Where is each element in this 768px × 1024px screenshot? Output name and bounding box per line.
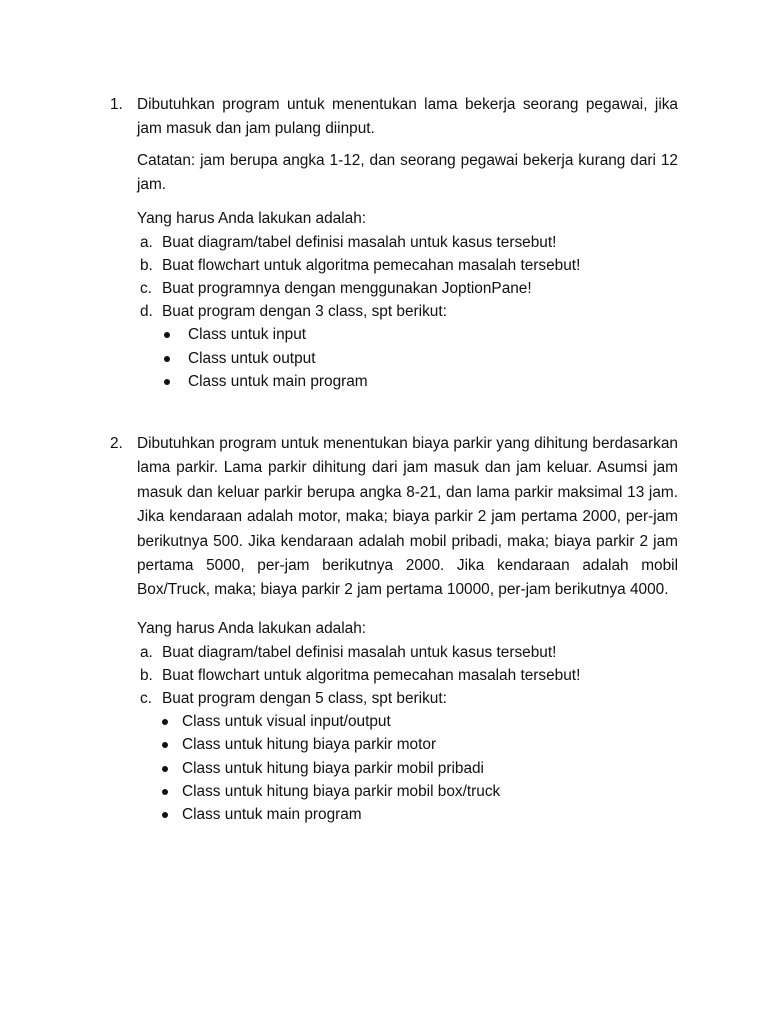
task-item (137, 641, 678, 664)
bullet-icon (162, 812, 168, 818)
class-list (137, 710, 678, 826)
task-marker: a. (140, 643, 153, 661)
class-item (137, 323, 678, 346)
task-item (137, 687, 678, 710)
task-heading: Yang harus Anda lakukan adalah: (137, 209, 367, 227)
task-list (137, 641, 678, 711)
task-marker: d. (140, 303, 153, 321)
task-text: Buat program dengan 5 class, spt berikut: (162, 689, 447, 707)
task-item (137, 231, 678, 254)
task-item (137, 664, 678, 687)
task-marker: c. (140, 279, 152, 297)
question-body (137, 432, 678, 826)
question-number: 1. (110, 96, 123, 113)
bullet-icon (164, 356, 170, 362)
class-text: Class untuk input (188, 326, 307, 344)
question-body (137, 93, 678, 393)
task-item (137, 254, 678, 277)
class-text: Class untuk hitung biaya parkir mobil box/truck (182, 782, 501, 800)
task-text: Buat flowchart untuk algoritma pemecahan masalah tersebut! (162, 256, 581, 274)
class-item (137, 370, 678, 393)
class-text: Class untuk hitung biaya parkir motor (182, 736, 437, 754)
task-marker: a. (140, 233, 153, 251)
bullet-icon (162, 742, 168, 748)
class-text: Class untuk hitung biaya parkir mobil pribadi (182, 759, 484, 777)
task-marker: b. (140, 666, 153, 684)
bullet-icon (162, 766, 168, 772)
class-text: Class untuk main program (182, 805, 362, 823)
class-text: Class untuk visual input/output (182, 713, 391, 731)
question-number: 2. (110, 435, 123, 452)
task-text: Buat diagram/tabel definisi masalah untuk kasus tersebut! (162, 643, 557, 661)
question-intro: Dibutuhkan program untuk menentukan lama bekerja seorang pegawai, jika jam masuk dan jam pulang diinput. (137, 96, 678, 137)
question-note: Catatan: jam berupa angka 1-12, dan seorang pegawai bekerja kurang dari 12 jam. (137, 152, 678, 194)
task-text: Buat programnya dengan menggunakan JoptionPane! (162, 279, 532, 297)
task-text: Buat program dengan 3 class, spt berikut: (162, 303, 447, 321)
bullet-icon (162, 789, 168, 795)
task-item (137, 277, 678, 300)
class-item (137, 803, 678, 826)
class-item (137, 757, 678, 780)
task-list (137, 231, 678, 324)
bullet-icon (164, 332, 170, 338)
question-intro: Dibutuhkan program untuk menentukan biaya parkir yang dihitung berdasarkan lama parkir. Lama parkir dihitung dari jam masuk dan jam keluar. Asumsi jam masuk dan keluar parkir berupa angka 8-21, dan lama parkir maksimal 13 jam. Jika kendaraan adalah motor, maka; biaya parkir 2 jam pertama 2000, per-jam berikutnya 500. Jika kendaraan adalah mobil pribadi, maka; biaya parkir 2 jam pertama 5000, per-jam berikutnya 2000. Jika kendaraan adalah mobil Box/Truck, maka; biaya parkir 2 jam pertama 10000, per-jam berikutnya 4000. (137, 435, 678, 599)
question-1 (110, 93, 678, 393)
task-marker: b. (140, 256, 153, 274)
bullet-icon (162, 719, 168, 725)
task-item (137, 300, 678, 323)
class-text: Class untuk output (188, 349, 316, 367)
task-text: Buat diagram/tabel definisi masalah untuk kasus tersebut! (162, 233, 557, 251)
bullet-icon (164, 379, 170, 385)
task-text: Buat flowchart untuk algoritma pemecahan masalah tersebut! (162, 666, 581, 684)
class-text: Class untuk main program (188, 372, 368, 390)
task-marker: c. (140, 689, 152, 707)
task-heading: Yang harus Anda lakukan adalah: (137, 619, 367, 637)
class-list (137, 323, 678, 393)
class-item (137, 347, 678, 370)
question-2 (110, 432, 678, 826)
class-item (137, 710, 678, 733)
class-item (137, 780, 678, 803)
class-item (137, 733, 678, 756)
